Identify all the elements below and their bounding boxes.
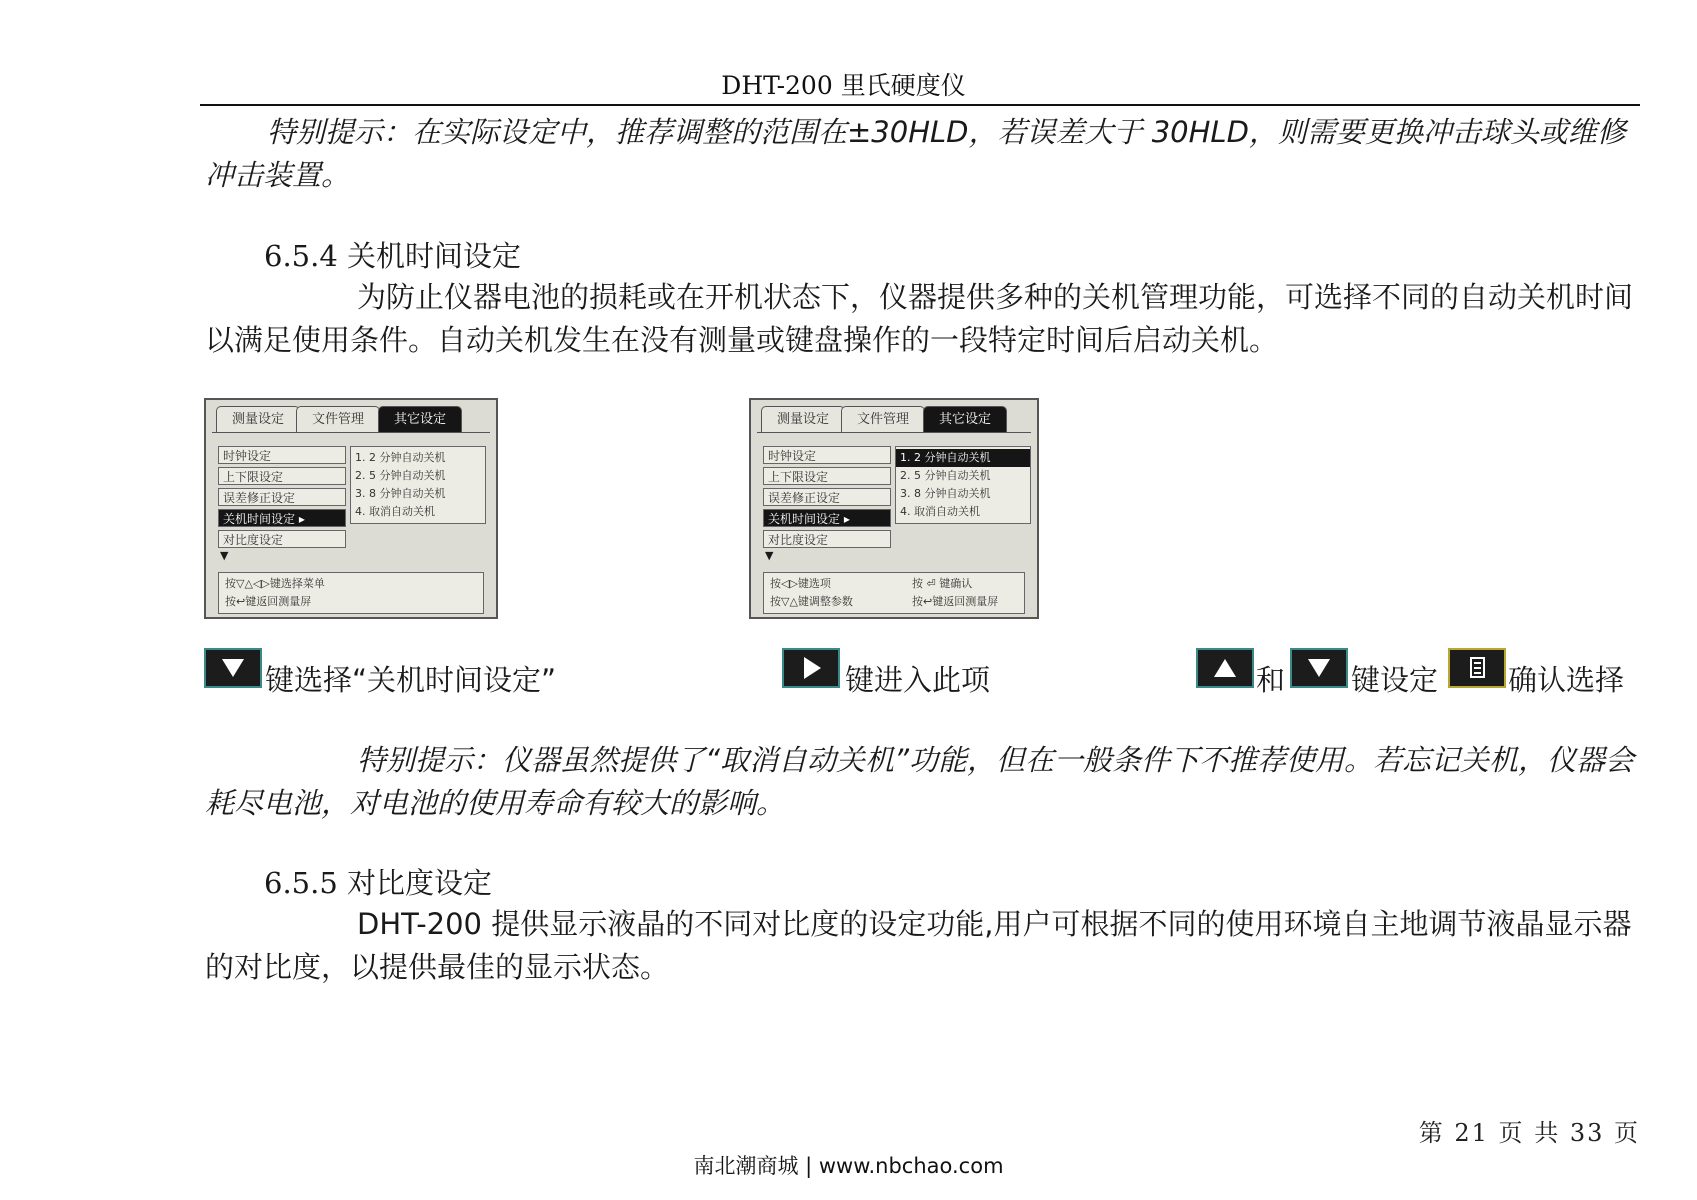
scroll-down-icon: ▼ (220, 549, 229, 562)
page-number: 第 21 页 共 33 页 (1418, 1119, 1640, 1147)
step1-label: 键选择“关机时间设定” (265, 663, 557, 697)
section-number: 6.5.5 (264, 866, 338, 900)
menu-item-limits: 上下限设定 (763, 467, 891, 485)
tab-divider (212, 432, 490, 433)
site-footer: 南北潮商城 | www.nbchao.com (693, 1154, 1004, 1178)
note-auto-shutdown: 特别提示：仪器虽然提供了“取消自动关机”功能，但在一般条件下不推荐使用。若忘记关机，仪器会耗尽电池，对电池的使用寿命有较大的影响。 (205, 743, 1635, 820)
hint-line: 按 ⏎ 键确认 (912, 577, 973, 590)
tab-other-settings: 其它设定 (923, 406, 1007, 433)
section-6-5-4-body: 为防止仪器电池的损耗或在开机状态下，仪器提供多种的关机管理功能，可选择不同的自动关机时间以满足使用条件。自动关机发生在没有测量或键盘操作的一段特定时间后启动关机。 (205, 280, 1634, 357)
tab-file-management: 文件管理 (841, 406, 925, 433)
menu-item-error-correction: 误差修正设定 (763, 488, 891, 506)
scroll-down-icon: ▼ (765, 549, 774, 562)
tab-measure-settings: 测量设定 (761, 406, 845, 433)
hint-line: 按↩键返回测量屏 (912, 595, 999, 608)
section-title: 对比度设定 (347, 866, 493, 900)
up-arrow-key-icon (1196, 648, 1254, 688)
option-2min-selected: 1. 2 分钟自动关机 (896, 449, 1030, 467)
lcd-screen-shutdown-options (749, 398, 1039, 619)
down-arrow-key-icon (204, 648, 262, 688)
menu-item-clock: 时钟设定 (763, 446, 891, 464)
hint-right (912, 575, 998, 611)
hint-line: 按▽△键调整参数 (770, 595, 853, 608)
section-title: 关机时间设定 (347, 239, 522, 273)
hint-left (770, 575, 853, 611)
step3-confirm-label: 确认选择 (1508, 663, 1625, 697)
tab-divider (757, 432, 1031, 433)
page-header-title: DHT-200 里氏硬度仪 (721, 71, 966, 100)
option-cancel: 4. 取消自动关机 (900, 505, 980, 518)
menu-item-contrast: 对比度设定 (763, 530, 891, 548)
step3-and-label: 和 (1256, 663, 1286, 697)
option-8min: 3. 8 分钟自动关机 (900, 487, 991, 500)
step2-label: 键进入此项 (845, 663, 991, 697)
tab-other-settings: 其它设定 (378, 406, 462, 433)
shutdown-options (895, 446, 1031, 524)
menu-item-contrast: 对比度设定 (218, 530, 346, 548)
menu-item-shutdown-time: 关机时间设定 ▸ (218, 509, 346, 527)
header-rule (200, 104, 1640, 106)
option-5min: 2. 5 分钟自动关机 (355, 469, 446, 482)
lcd-screen-select-menu (204, 398, 498, 619)
tab-measure-settings: 测量设定 (216, 406, 300, 433)
option-5min: 2. 5 分钟自动关机 (900, 469, 991, 482)
note-calibration: 特别提示：在实际设定中，推荐调整的范围在±30HLD，若误差大于 30HLD，则需要更换冲击球头或维修冲击装置。 (205, 115, 1626, 192)
menu-confirm-key-icon (1448, 648, 1506, 688)
hint-line: 按◁▷键选项 (770, 577, 831, 590)
menu-item-clock: 时钟设定 (218, 446, 346, 464)
right-arrow-key-icon (782, 648, 840, 688)
section-6-5-5-heading (264, 861, 492, 902)
option-8min: 3. 8 分钟自动关机 (355, 487, 446, 500)
hint-line: 按▽△◁▷键选择菜单 (225, 577, 325, 590)
screen2-hint (763, 572, 1025, 614)
screen1-hint (218, 572, 484, 614)
shutdown-options (350, 446, 486, 524)
menu-item-shutdown-time: 关机时间设定 ▸ (763, 509, 891, 527)
hint-line: 按↩键返回测量屏 (225, 595, 312, 608)
step3-set-label: 键设定 (1351, 663, 1439, 697)
section-number: 6.5.4 (264, 239, 338, 273)
down-arrow-key-icon (1290, 648, 1348, 688)
menu-item-error-correction: 误差修正设定 (218, 488, 346, 506)
option-cancel: 4. 取消自动关机 (355, 505, 435, 518)
option-2min: 1. 2 分钟自动关机 (355, 451, 446, 464)
section-6-5-5-body: DHT-200 提供显示液晶的不同对比度的设定功能,用户可根据不同的使用环境自主地调节液晶显示器的对比度，以提供最佳的显示状态。 (205, 907, 1632, 984)
menu-item-limits: 上下限设定 (218, 467, 346, 485)
section-6-5-4-heading (264, 234, 521, 275)
tab-file-management: 文件管理 (296, 406, 380, 433)
